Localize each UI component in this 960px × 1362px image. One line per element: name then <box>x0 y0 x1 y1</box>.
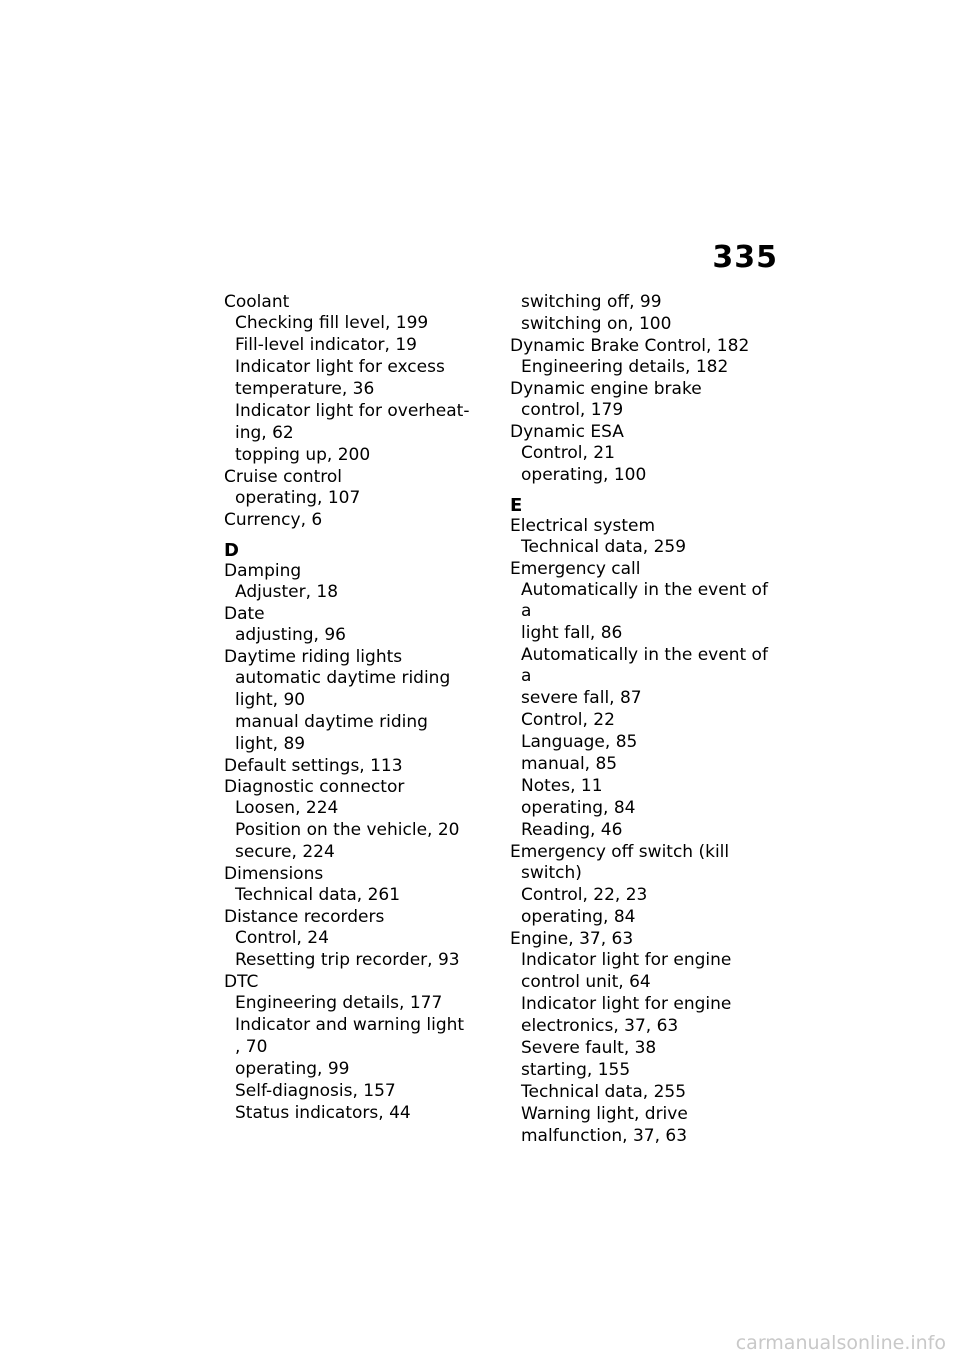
index-column-left <box>224 292 494 1125</box>
index-subentry <box>521 798 780 819</box>
index-subentry-line: malfunction, 37, 63 <box>521 1126 688 1146</box>
index-subentry-line: Indicator light for engine <box>521 950 732 970</box>
index-subentry <box>235 625 494 646</box>
index-subentry <box>235 820 494 841</box>
index-entry <box>224 907 494 971</box>
index-subentry <box>521 1038 780 1059</box>
index-subentry-line: operating, 100 <box>521 465 647 485</box>
index-subentry <box>235 1059 494 1080</box>
page-number: 335 <box>712 240 778 275</box>
index-subentry-line: ing, 62 <box>235 423 294 443</box>
index-subentry-line: Indicator light for excess <box>235 357 445 377</box>
index-entry <box>510 422 780 486</box>
index-section-letter: D <box>224 540 239 561</box>
index-subentry-line: Automatically in the event of a <box>521 580 768 621</box>
index-subentry-line: Loosen, 224 <box>235 798 339 818</box>
index-subentry-line: control, 179 <box>521 400 624 420</box>
index-subentry-line: severe fall, 87 <box>521 688 642 708</box>
index-subentry-line: Engineering details, 177 <box>235 993 443 1013</box>
index-entry <box>224 561 494 603</box>
index-subentry <box>235 950 494 971</box>
index-entry <box>510 292 780 335</box>
index-subentry <box>235 993 494 1014</box>
index-entry-heading: Dynamic Brake Control, 182 <box>510 336 750 356</box>
index-subentry-line: light, 89 <box>235 734 306 754</box>
index-subentry-line: switching off, 99 <box>521 292 662 312</box>
index-subentry-line: Warning light, drive <box>521 1104 688 1124</box>
index-subentry-line: Control, 24 <box>235 928 329 948</box>
index-subentry-line: Control, 22, 23 <box>521 885 648 905</box>
index-entry <box>510 842 780 928</box>
index-subentry-line: Indicator light for overheat- <box>235 401 470 421</box>
index-subentry-line: Adjuster, 18 <box>235 582 339 602</box>
index-subentry <box>521 1060 780 1081</box>
index-subentry-line: Checking fill level, 199 <box>235 313 429 333</box>
index-entry <box>510 516 780 558</box>
index-subentry <box>235 488 494 509</box>
index-entry-heading: Date <box>224 604 265 624</box>
index-entry <box>224 972 494 1124</box>
index-entry <box>510 336 780 378</box>
index-subentry-line: manual daytime riding <box>235 712 428 732</box>
index-subentry-line: light, 90 <box>235 690 306 710</box>
index-subentry <box>235 668 494 711</box>
index-subentry <box>521 357 780 378</box>
index-subentry-line: , 70 <box>235 1037 268 1057</box>
index-subentry <box>235 885 494 906</box>
index-subentry-line: Status indicators, 44 <box>235 1103 411 1123</box>
index-subentry <box>521 732 780 753</box>
index-subentry-line: Self-diagnosis, 157 <box>235 1081 396 1101</box>
index-entry <box>224 604 494 646</box>
index-entry-heading: Dimensions <box>224 864 324 884</box>
index-subentry-line: manual, 85 <box>521 754 618 774</box>
index-subentry-line: switching on, 100 <box>521 314 672 334</box>
index-subentry-line: Technical data, 261 <box>235 885 401 905</box>
index-subentry <box>521 994 780 1037</box>
index-subentry-line: operating, 84 <box>521 798 636 818</box>
index-entry <box>224 647 494 755</box>
index-subentry-line: Technical data, 255 <box>521 1082 687 1102</box>
index-entry <box>224 777 494 863</box>
index-entry-heading: Dynamic ESA <box>510 422 624 442</box>
index-subentry-line: light fall, 86 <box>521 623 623 643</box>
index-subentry <box>235 445 494 466</box>
index-subentry-line: Automatically in the event of a <box>521 645 768 686</box>
index-subentry <box>521 1082 780 1103</box>
index-subentry <box>521 710 780 731</box>
index-subentry <box>235 712 494 755</box>
index-entry-heading: Emergency call <box>510 559 641 579</box>
index-subentry <box>235 357 494 400</box>
index-subentry-line: topping up, 200 <box>235 445 371 465</box>
index-subentry <box>521 645 780 709</box>
index-subentry <box>235 401 494 444</box>
index-subentry <box>235 1015 494 1058</box>
index-subentry <box>521 754 780 775</box>
index-subentry <box>521 465 780 486</box>
index-entry-heading: Cruise control <box>224 467 343 487</box>
index-subentry-line: adjusting, 96 <box>235 625 346 645</box>
index-subentry <box>521 314 780 335</box>
index-subentry-line: Reading, 46 <box>521 820 623 840</box>
index-entry-heading: DTC <box>224 972 259 992</box>
index-subentry-line: Fill-level indicator, 19 <box>235 335 417 355</box>
index-subentry <box>521 820 780 841</box>
index-subentry <box>235 798 494 819</box>
index-subentry-line: Control, 21 <box>521 443 615 463</box>
index-subentry <box>521 885 780 906</box>
index-subentry <box>521 580 780 644</box>
index-entry <box>224 756 494 777</box>
index-subentry <box>521 443 780 464</box>
index-column-right <box>510 292 780 1148</box>
index-entry-heading: Emergency off switch (kill <box>510 842 730 862</box>
watermark-text: carmanualsonline.info <box>735 1332 946 1354</box>
index-subentry <box>521 950 780 993</box>
index-subentry <box>521 292 780 313</box>
index-subentry-line: automatic daytime riding <box>235 668 451 688</box>
index-entry-heading: Damping <box>224 561 302 581</box>
index-subentry-line: operating, 84 <box>521 907 636 927</box>
index-subentry-line: Indicator and warning light <box>235 1015 465 1035</box>
index-entry <box>224 510 494 531</box>
index-subentry-line: control unit, 64 <box>521 972 651 992</box>
index-subentry-line: Resetting trip recorder, 93 <box>235 950 460 970</box>
index-subentry-line: Position on the vehicle, 20 <box>235 820 460 840</box>
index-entry-heading: Dynamic engine brake <box>510 379 702 399</box>
index-entry <box>510 559 780 841</box>
index-subentry-line: Severe fault, 38 <box>521 1038 657 1058</box>
index-entry-heading: Daytime riding lights <box>224 647 403 667</box>
index-entry-heading: Currency, 6 <box>224 510 323 530</box>
index-subentry-line: temperature, 36 <box>235 379 375 399</box>
index-subentry-line: secure, 224 <box>235 842 335 862</box>
index-entry-heading: Distance recorders <box>224 907 385 927</box>
index-subentry <box>521 907 780 928</box>
index-subentry <box>235 313 494 334</box>
index-entry <box>224 467 494 509</box>
index-entry-heading: Coolant <box>224 292 290 312</box>
index-subentry-line: Technical data, 259 <box>521 537 687 557</box>
index-entry <box>510 379 780 421</box>
index-subentry <box>521 1104 780 1147</box>
index-subentry <box>521 776 780 797</box>
index-entry-heading: Electrical system <box>510 516 655 536</box>
index-subentry-line: Engineering details, 182 <box>521 357 729 377</box>
index-subentry <box>521 537 780 558</box>
index-section-letter: E <box>510 495 523 516</box>
index-subentry-line: Language, 85 <box>521 732 638 752</box>
index-subentry <box>235 928 494 949</box>
index-subentry <box>235 1081 494 1102</box>
index-entry-heading: Diagnostic connector <box>224 777 405 797</box>
index-subentry <box>235 842 494 863</box>
index-subentry <box>235 335 494 356</box>
index-entry <box>224 292 494 466</box>
index-subentry-line: electronics, 37, 63 <box>521 1016 679 1036</box>
index-entry <box>224 864 494 906</box>
index-subentry-line: operating, 99 <box>235 1059 350 1079</box>
index-subentry-line: Indicator light for engine <box>521 994 732 1014</box>
index-entry-heading: Engine, 37, 63 <box>510 929 634 949</box>
index-subentry <box>235 582 494 603</box>
index-subentry-line: switch) <box>521 863 582 883</box>
index-subentry-line: operating, 107 <box>235 488 361 508</box>
index-subentry <box>521 400 780 421</box>
index-subentry-line: Notes, 11 <box>521 776 603 796</box>
index-subentry-line: starting, 155 <box>521 1060 631 1080</box>
index-entry-heading: Default settings, 113 <box>224 756 403 776</box>
index-subentry <box>235 1103 494 1124</box>
index-subentry-line: Control, 22 <box>521 710 615 730</box>
index-subentry <box>521 863 780 884</box>
index-entry <box>510 929 780 1147</box>
